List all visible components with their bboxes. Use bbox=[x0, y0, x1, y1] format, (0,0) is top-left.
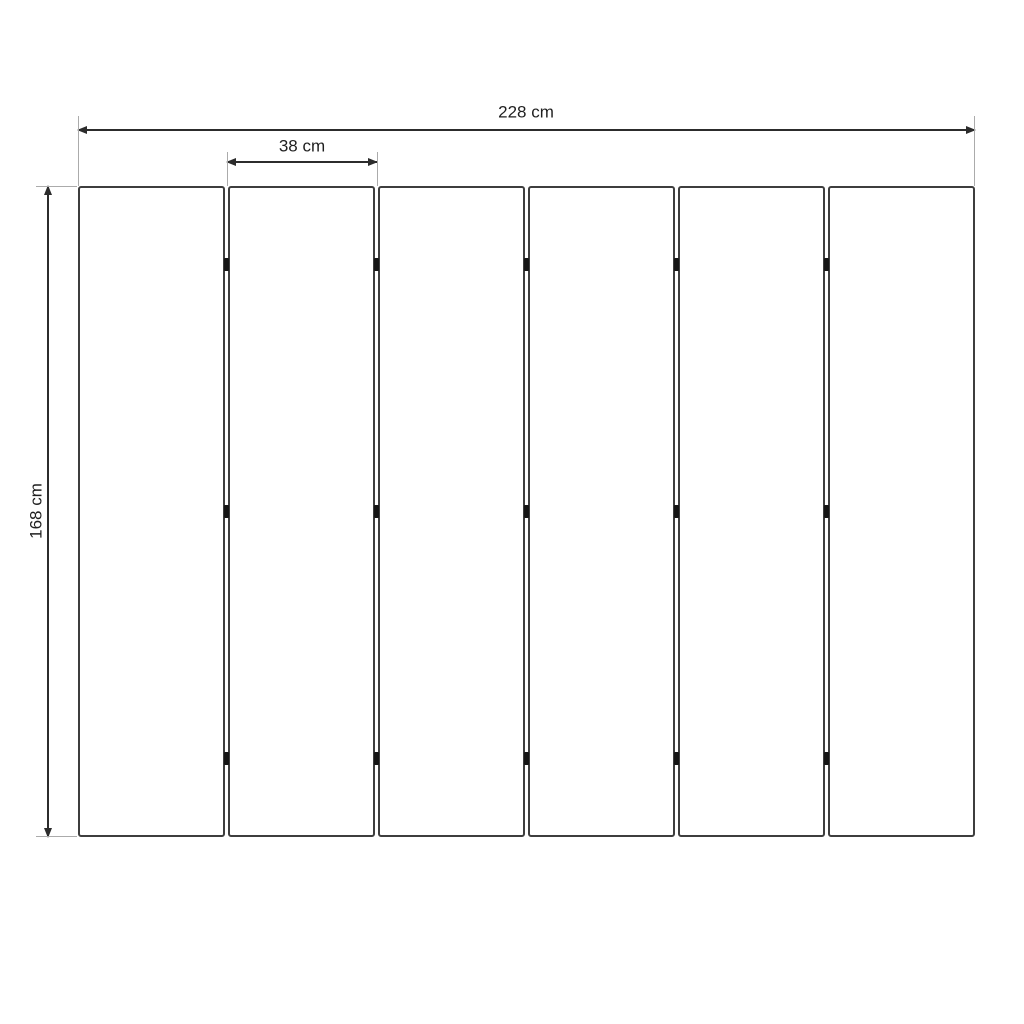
panel-width-label: 38 cm bbox=[278, 136, 326, 156]
panel-row bbox=[78, 186, 975, 837]
extension-line bbox=[377, 152, 378, 186]
extension-line bbox=[36, 836, 77, 837]
hinge bbox=[374, 752, 379, 765]
panel-3 bbox=[378, 186, 525, 837]
panel-6 bbox=[828, 186, 975, 837]
panel-5 bbox=[678, 186, 825, 837]
hinge bbox=[224, 752, 229, 765]
extension-line bbox=[78, 116, 79, 186]
hinge bbox=[224, 505, 229, 518]
hinge bbox=[374, 258, 379, 271]
hinge bbox=[524, 752, 529, 765]
total-width-dimension-line bbox=[78, 129, 975, 131]
panel-2 bbox=[228, 186, 375, 837]
total-width-label: 228 cm bbox=[498, 102, 554, 122]
panel-4 bbox=[528, 186, 675, 837]
hinge bbox=[824, 505, 829, 518]
hinge bbox=[674, 258, 679, 271]
hinge bbox=[824, 752, 829, 765]
hinge bbox=[824, 258, 829, 271]
extension-line bbox=[36, 186, 77, 187]
hinge bbox=[374, 505, 379, 518]
hinge bbox=[674, 752, 679, 765]
hinge bbox=[524, 505, 529, 518]
height-dimension-line bbox=[47, 186, 49, 837]
extension-line bbox=[227, 152, 228, 186]
hinge bbox=[524, 258, 529, 271]
extension-line bbox=[974, 116, 975, 186]
hinge bbox=[674, 505, 679, 518]
height-label: 168 cm bbox=[26, 483, 46, 539]
hinge bbox=[224, 258, 229, 271]
panel-1 bbox=[78, 186, 225, 837]
panel-width-dimension-line bbox=[227, 161, 377, 163]
